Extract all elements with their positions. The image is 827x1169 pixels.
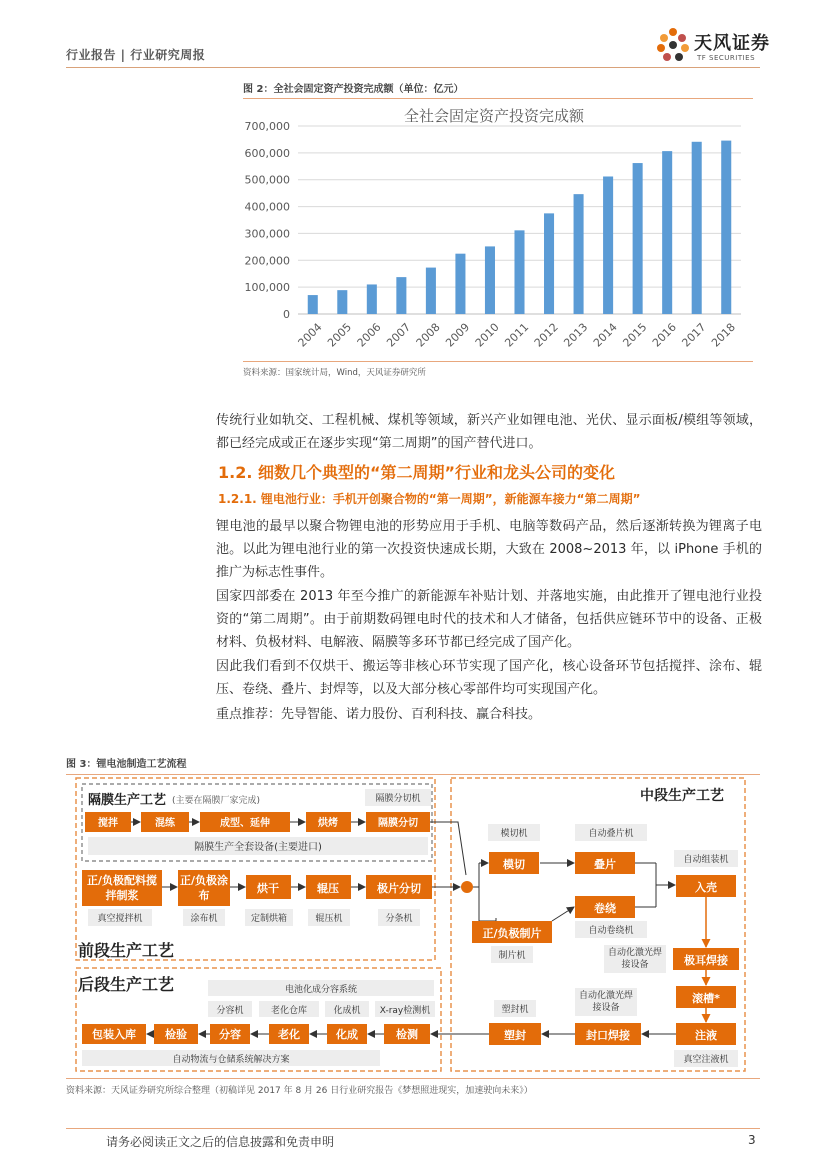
chart-x-tick-label: 2012 bbox=[531, 320, 561, 350]
step-stacking-label: 叠片 bbox=[594, 858, 616, 871]
eq-aging-warehouse-label: 老化仓库 bbox=[270, 1006, 308, 1016]
eq-slitter-label: 分条机 bbox=[385, 914, 413, 924]
step-pack-store-label: 包装入库 bbox=[92, 1028, 136, 1041]
step-aging-label: 老化 bbox=[278, 1028, 300, 1041]
header-divider bbox=[66, 67, 760, 68]
step-electrode-slit-label: 极片分切 bbox=[377, 882, 421, 895]
eq-laser-welder-tab-label: 自动化激光焊接设备 bbox=[607, 948, 662, 970]
chart-x-tick-label: 2010 bbox=[472, 320, 502, 350]
step-testing-label: 检测 bbox=[396, 1028, 418, 1041]
chart-y-tick-label: 700,000 bbox=[244, 120, 290, 133]
chart-bar-2005 bbox=[337, 290, 347, 314]
chart-x-tick-label: 2005 bbox=[325, 320, 355, 350]
paragraph-lithium-history: 锂电池的最早以聚合物锂电池的形势应用于手机、电脑等数码产品，然后逐渐转换为锂离子电池。以此为锂电池行业的第一次投资快速成长期，大致在 2008~2013 年，以 iPhone 手机的推广为标志性事件。 bbox=[216, 519, 762, 580]
merge-node bbox=[461, 881, 473, 893]
chart-title: 全社会固定资产投资完成额 bbox=[403, 107, 585, 125]
logo-petal bbox=[660, 34, 668, 42]
disclaimer-footer: 请务必阅读正文之后的信息披露和免责申明 bbox=[106, 1135, 335, 1149]
chart-bar-2007 bbox=[396, 277, 406, 314]
chart-bar-2018 bbox=[721, 141, 731, 314]
eq-formation-machine-label: 化成机 bbox=[333, 1006, 361, 1016]
section-heading-1-2-1: 1.2.1. 锂电池行业：手机开创聚合物的“第一周期”，新能源车接力“第二周期” bbox=[218, 492, 641, 506]
chart-bar-2011 bbox=[514, 230, 524, 314]
chart-y-tick-label: 0 bbox=[283, 308, 290, 321]
chart-x-tick-label: 2013 bbox=[561, 320, 591, 350]
report-type-header: 行业报告 | 行业研究周报 bbox=[66, 48, 206, 62]
step-knead-label: 混练 bbox=[155, 818, 175, 829]
eq-sheet-maker-label: 制片机 bbox=[498, 951, 526, 961]
chart-bar-2008 bbox=[426, 268, 436, 314]
figure-3-caption: 图 3：锂电池制造工艺流程 bbox=[66, 755, 760, 775]
chart-x-tick-label: 2016 bbox=[649, 320, 679, 350]
paragraph-second-cycle: 国家四部委在 2013 年至今推广的新能源车补贴计划、并落地实施，由此推开了锂电池行业投资的“第二周期”。由于前期数码锂电时代的技术和人才储备，包括供应链环节中的设备、正极材料、负极材料、电解液、隔膜等多环节都已经完成了国产化。 bbox=[216, 589, 762, 650]
logo-petal bbox=[678, 34, 686, 42]
chart-bar-2015 bbox=[633, 163, 643, 314]
eq-die-cutter-label: 模切机 bbox=[500, 829, 528, 839]
step-coating-label: 正/负极涂布 bbox=[179, 874, 229, 902]
paragraph-localization: 因此我们看到不仅烘干、搬运等非核心环节实现了国产化，核心设备环节包括搅拌、涂布、辊压、卷绕、叠片、封焊等，以及大部分核心零部件均可实现国产化。 bbox=[216, 659, 762, 697]
chart-y-tick-label: 200,000 bbox=[244, 254, 290, 268]
step-bake-label: 烘烤 bbox=[318, 818, 338, 829]
step-grading-label: 分容 bbox=[219, 1028, 241, 1041]
separator-section-title: 隔膜生产工艺 bbox=[88, 793, 167, 808]
chart-x-tick-label: 2017 bbox=[679, 320, 709, 350]
chart-x-tick-label: 2018 bbox=[709, 320, 739, 350]
chart-bar-2016 bbox=[662, 151, 672, 314]
step-grooving-label: 滚槽* bbox=[692, 992, 720, 1005]
chart-bar-2009 bbox=[455, 254, 465, 314]
eq-assembler-label: 自动组装机 bbox=[683, 855, 729, 865]
front-section-title: 前段生产工艺 bbox=[78, 941, 175, 960]
step-electrolyte-fill-label: 注液 bbox=[695, 1029, 717, 1042]
chart-x-tick-label: 2011 bbox=[502, 320, 532, 350]
step-coating-text bbox=[178, 870, 230, 906]
chart-bar-2013 bbox=[574, 194, 584, 314]
chart-x-tick-label: 2004 bbox=[295, 320, 325, 350]
chart-x-tick-label: 2006 bbox=[354, 320, 384, 350]
step-dry-label: 烘干 bbox=[257, 882, 279, 895]
step-casing-label: 入壳 bbox=[695, 881, 717, 894]
paragraph-traditional-industries: 传统行业如轨交、工程机械、煤机等领域，新兴产业如锂电池、光伏、显示面板/模组等领域，都已经完成或正在逐步实现“第二周期”的国产替代进口。 bbox=[216, 413, 762, 451]
step-stir-label: 搅拌 bbox=[98, 818, 118, 829]
chart-bar-2006 bbox=[367, 284, 377, 314]
chart-y-tick-label: 600,000 bbox=[244, 146, 290, 160]
logo-petal bbox=[675, 53, 683, 61]
investment-bar-chart bbox=[236, 98, 756, 360]
footer-divider bbox=[66, 1128, 760, 1129]
figure-3-source: 资料来源：天风证券研究所综合整理（初稿详见 2017 年 8 月 26 日行业研究报告《梦想照进现实，加速驶向未来》） bbox=[66, 1078, 760, 1096]
chart-y-tick-label: 300,000 bbox=[244, 227, 290, 241]
step-separator-slit-label: 隔膜分切 bbox=[378, 818, 418, 829]
chart-y-tick-label: 400,000 bbox=[244, 200, 290, 214]
figure-2-source: 资料来源：国家统计局，Wind，天风证券研究所 bbox=[243, 361, 753, 378]
eq-roller-label: 辊压机 bbox=[315, 914, 343, 924]
separator-equipment-label: 隔膜分切机 bbox=[375, 794, 421, 804]
eq-coater-label: 涂布机 bbox=[190, 914, 218, 924]
step-plastic-seal-label: 塑封 bbox=[504, 1029, 526, 1042]
eq-vacuum-filler-label: 真空注液机 bbox=[683, 1055, 729, 1065]
chart-x-tick-label: 2015 bbox=[620, 320, 650, 350]
chart-x-tick-label: 2009 bbox=[443, 320, 473, 350]
eq-stacker-label: 自动叠片机 bbox=[588, 829, 634, 839]
step-roll-press-label: 辊压 bbox=[317, 882, 339, 895]
step-formation-label: 化成 bbox=[336, 1028, 358, 1041]
separator-suite-label: 隔膜生产全套设备(主要进口) bbox=[194, 842, 322, 853]
chart-x-ticks bbox=[296, 321, 738, 350]
logo-petal bbox=[669, 28, 677, 36]
section-heading-1-2: 1.2. 细数几个典型的“第二周期”行业和龙头公司的变化 bbox=[218, 463, 616, 482]
eq-vacuum-mixer-label: 真空搅拌机 bbox=[97, 914, 143, 924]
chart-bar-2014 bbox=[603, 176, 613, 314]
step-tab-welding-label: 极耳焊接 bbox=[684, 954, 728, 967]
logo-name-en: TF SECURITIES bbox=[697, 54, 756, 62]
logo-petal bbox=[669, 41, 677, 49]
eq-laser-welder-tab-text bbox=[604, 945, 666, 973]
chart-bars bbox=[308, 141, 732, 314]
lithium-process-flow-diagram bbox=[66, 775, 760, 1075]
step-winding-label: 卷绕 bbox=[594, 902, 616, 915]
step-slurry-mix-label: 正/负极配料搅拌制浆 bbox=[86, 874, 158, 902]
eq-oven-label: 定制烘箱 bbox=[250, 914, 288, 924]
page-number: 3 bbox=[748, 1133, 756, 1147]
chart-y-tick-label: 100,000 bbox=[244, 281, 290, 295]
eq-laser-welder-seal-label: 自动化激光焊接设备 bbox=[578, 991, 633, 1013]
eq-winder-label: 自动卷绕机 bbox=[588, 926, 634, 936]
figure-2-caption: 图 2：全社会固定资产投资完成额（单位：亿元） bbox=[243, 80, 753, 99]
back-section-title: 后段生产工艺 bbox=[78, 975, 175, 994]
eq-sealer-label: 塑封机 bbox=[501, 1005, 529, 1015]
step-inspection-label: 检验 bbox=[165, 1028, 187, 1041]
formation-system-label: 电池化成分容系统 bbox=[284, 985, 358, 995]
chart-bar-2010 bbox=[485, 246, 495, 314]
chart-x-tick-label: 2014 bbox=[590, 320, 620, 350]
step-electrode-sheet-label: 正/负极制片 bbox=[482, 927, 542, 940]
chart-x-tick-label: 2007 bbox=[384, 320, 414, 350]
eq-xray-inspector-label: X-ray检测机 bbox=[379, 1006, 431, 1016]
eq-laser-welder-seal-text bbox=[575, 988, 637, 1016]
step-form-stretch-label: 成型、延伸 bbox=[220, 818, 270, 829]
logo-petal bbox=[663, 53, 671, 61]
eq-grading-machine-label: 分容机 bbox=[216, 1006, 244, 1016]
paragraph-recommendation: 重点推荐：先导智能、诺力股份、百利科技、赢合科技。 bbox=[216, 707, 542, 722]
separator-section-note: (主要在隔膜厂家完成) bbox=[172, 796, 261, 806]
chart-bar-2004 bbox=[308, 295, 318, 314]
chart-y-tick-label: 500,000 bbox=[244, 173, 290, 187]
logo-petal bbox=[657, 44, 665, 52]
chart-bar-2012 bbox=[544, 213, 554, 314]
logistics-label: 自动物流与仓储系统解决方案 bbox=[172, 1055, 290, 1065]
middle-section-title: 中段生产工艺 bbox=[640, 788, 724, 804]
chart-y-ticks bbox=[245, 120, 291, 321]
chart-bar-2017 bbox=[692, 142, 702, 314]
step-slurry-mix-text bbox=[82, 870, 162, 906]
step-die-cut-label: 模切 bbox=[503, 858, 525, 871]
chart-x-tick-label: 2008 bbox=[413, 320, 443, 350]
logo-name-cn: 天风证券 bbox=[694, 33, 770, 54]
logo-petal bbox=[681, 44, 689, 52]
step-seal-welding-label: 封口焊接 bbox=[586, 1029, 630, 1042]
